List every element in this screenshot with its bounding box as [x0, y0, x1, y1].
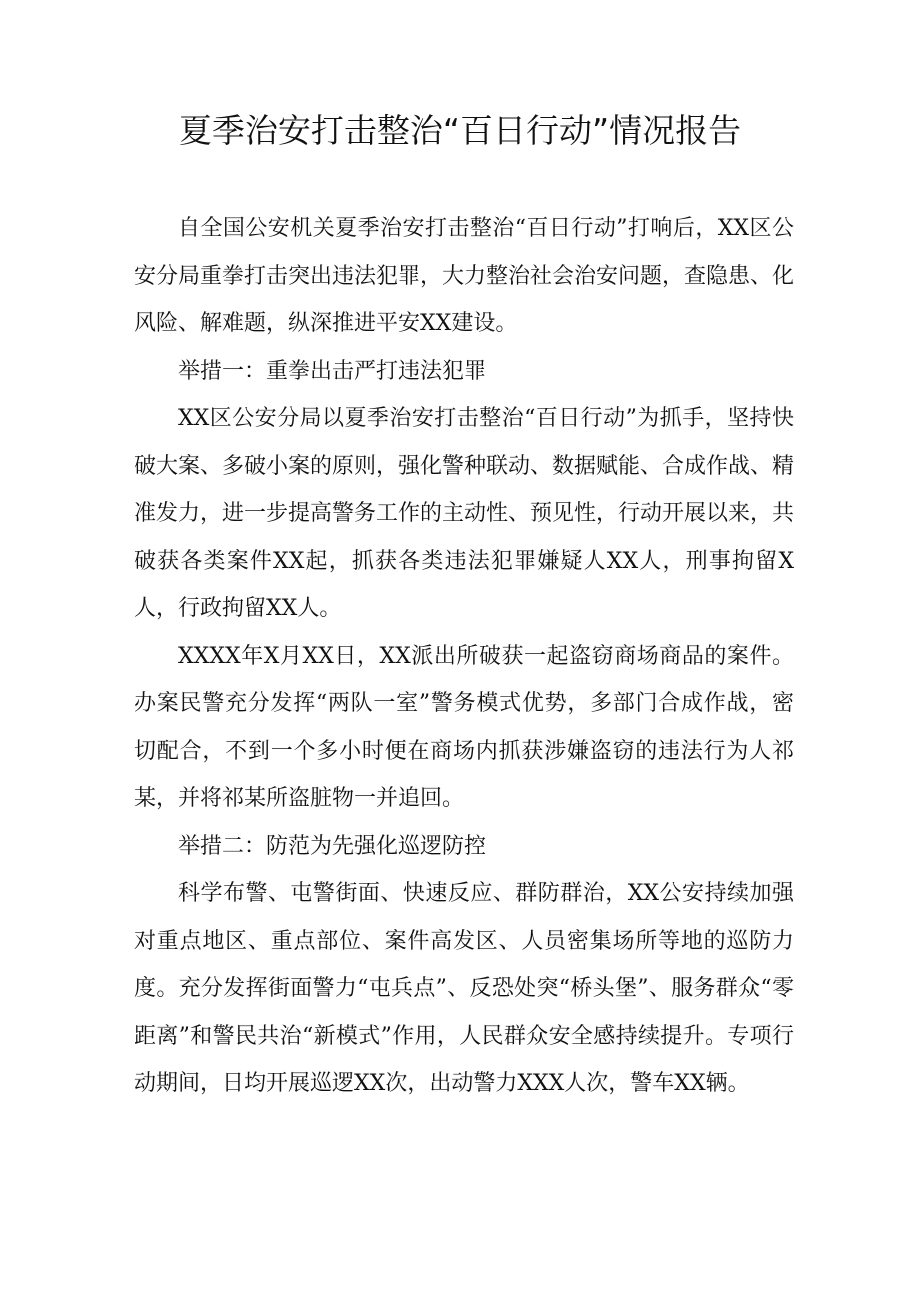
paragraph-measure-1: XX区公安分局以夏季治安打击整治“百日行动”为抓手，坚持快破大案、多破小案的原则，强化警种联动、数据赋能、合成作战、精准发力，进一步提高警务工作的主动性、预见性，行动开展以来，共破获各类案件XX起，抓获各类违法犯罪嫌疑人XX人，刑事拘留X人，行政拘留XX人。: [134, 406, 795, 621]
paragraph-measure-2: 科学布警、屯警街面、快速反应、群防群治，XX公安持续加强对重点地区、重点部位、案件高发区、人员密集场所等地的巡防力度。充分发挥街面警力“屯兵点”、反恐处突“桥头堡”、服务群众“零距离”和警民共治“新模式”作用，人民群众安全感持续提升。专项行动期间，日均开展巡逻XX次，出动警力XXX人次，警车XX辆。: [134, 881, 794, 1096]
section-heading-1: 举措一：重拳出击严打违法犯罪: [178, 358, 487, 384]
paragraph-intro: 自全国公安机关夏季治安打击整治“百日行动”打响后，XX区公安分局重拳打击突出违法犯罪，大力整治社会治安问题，查隐患、化风险、解难题，纵深推进平安XX建设。: [134, 216, 795, 336]
document-title: 夏季治安打击整治“百日行动”情况报告: [178, 111, 742, 150]
document-body: [134, 205, 794, 1108]
paragraph-case-example: XXXX年X月XX日，XX派出所破获一起盗窃商场商品的案件。办案民警充分发挥“两队一室”警务模式优势，多部门合成作战，密切配合，不到一个多小时便在商场内抓获涉嫌盗窃的违法行为人祁某，并将祁某所盗脏物一并追回。: [134, 643, 794, 811]
section-heading-2: 举措二：防范为先强化巡逻防控: [178, 833, 487, 859]
